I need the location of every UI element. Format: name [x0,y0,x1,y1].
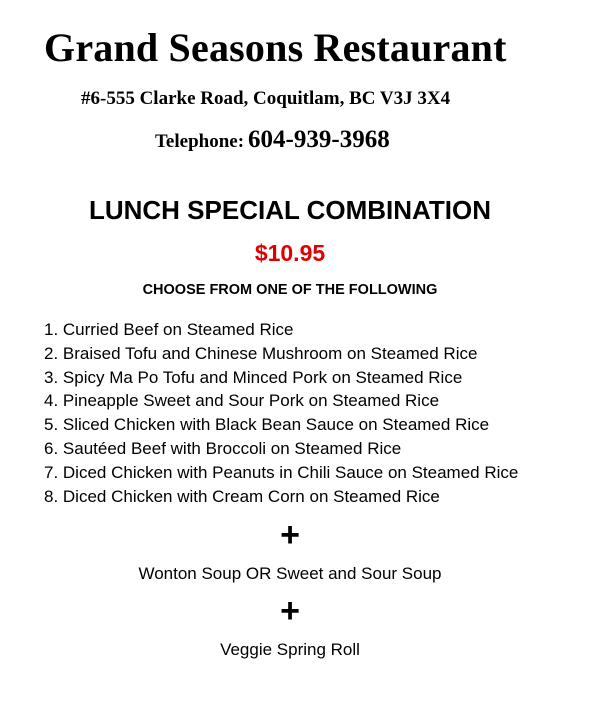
restaurant-address: #6-555 Clarke Road, Coquitlam, BC V3J 3X4 [81,88,451,109]
plus-symbol: + [280,516,300,554]
menu-heading: LUNCH SPECIAL COMBINATION [88,195,492,225]
menu-item: 7. Diced Chicken with Peanuts in Chili Sauce on Steamed Rice [44,462,519,482]
menu-item-list [44,318,518,508]
menu-item: 6. Sautéed Beef with Broccoli on Steamed Rice [44,438,402,458]
menu-item: 8. Diced Chicken with Cream Corn on Steamed Rice [44,486,440,506]
menu-item: 4. Pineapple Sweet and Sour Pork on Steamed Rice [44,391,440,411]
side-dish: Veggie Spring Roll [220,640,360,659]
menu-item: 3. Spicy Ma Po Tofu and Minced Pork on Steamed Rice [44,367,463,387]
restaurant-name: Grand Seasons Restaurant [44,25,507,70]
menu-item: 2. Braised Tofu and Chinese Mushroom on Steamed Rice [44,343,478,363]
menu-item: 1. Curried Beef on Steamed Rice [44,320,294,339]
phone-line [155,125,390,158]
menu-item: 5. Sliced Chicken with Black Bean Sauce on Steamed Rice [44,415,490,435]
phone-label: Telephone: [155,131,245,152]
phone-number: 604-939-3968 [248,126,390,153]
menu-price: $10.95 [254,240,326,266]
menu-instruction: CHOOSE FROM ONE OF THE FOLLOWING [142,282,438,298]
soup-choice: Wonton Soup OR Sweet and Sour Soup [138,564,442,583]
plus-symbol: + [280,592,300,630]
